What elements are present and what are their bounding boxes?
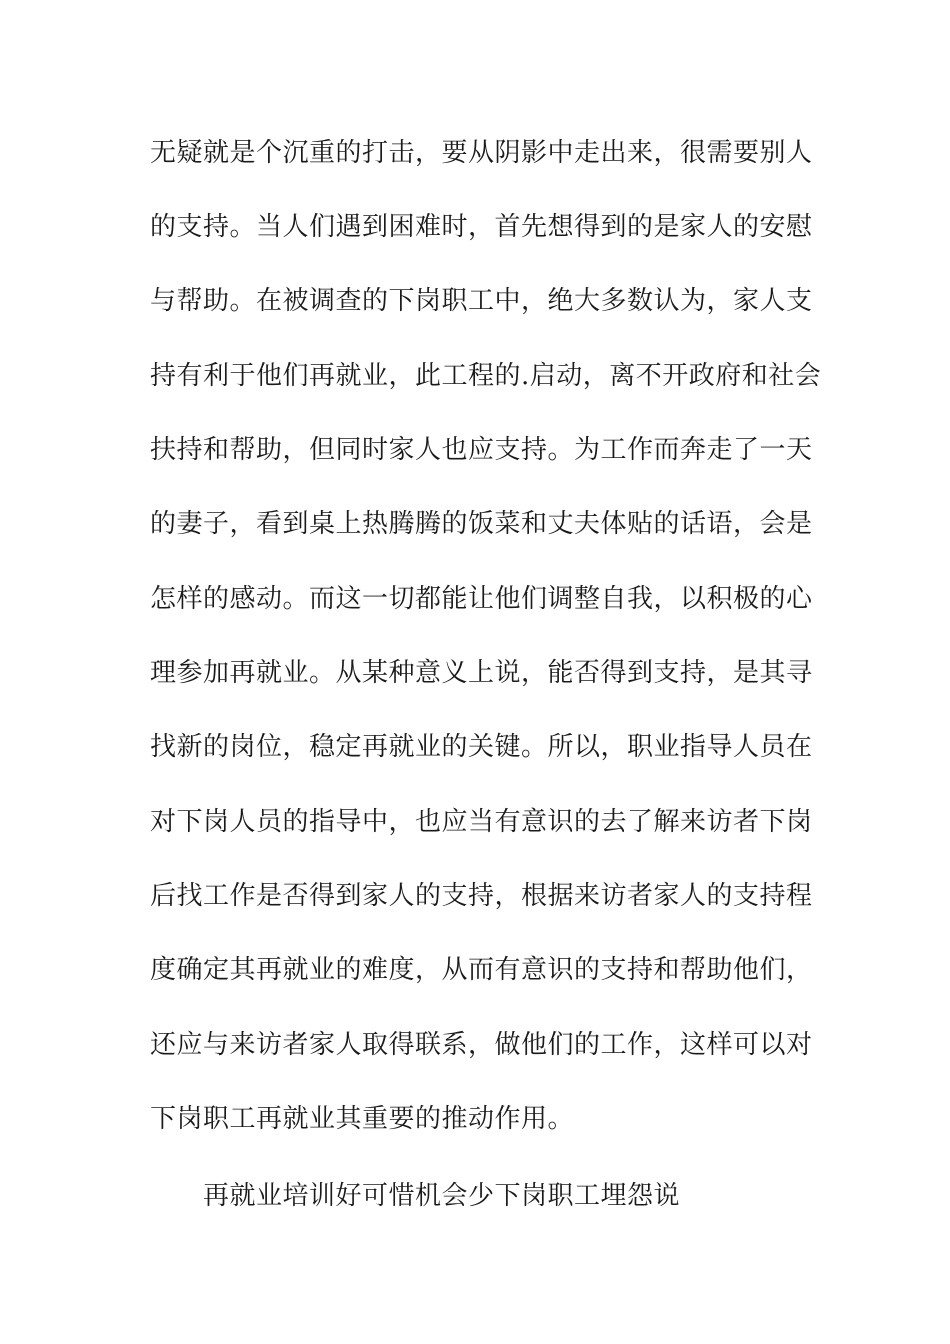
paragraph-line: 后找工作是否得到家人的支持，根据来访者家人的支持程 [150, 881, 813, 911]
paragraph-line: 度确定其再就业的难度，从而有意识的支持和帮助他们， [150, 955, 813, 985]
paragraph-line: 对下岗人员的指导中，也应当有意识的去了解来访者下岗 [150, 807, 813, 837]
paragraph-line: 找新的岗位，稳定再就业的关键。所以，职业指导人员在 [150, 732, 813, 762]
paragraph-line: 扶持和帮助，但同时家人也应支持。为工作而奔走了一天 [150, 435, 813, 465]
paragraph-line: 持有利于他们再就业，此工程的.启动，离不开政府和社会 [150, 361, 822, 391]
paragraph-line: 还应与来访者家人取得联系，做他们的工作，这样可以对 [150, 1030, 813, 1060]
paragraph-line: 理参加再就业。从某种意义上说，能否得到支持，是其寻 [150, 658, 813, 688]
paragraph-line: 与帮助。在被调查的下岗职工中，绝大多数认为，家人支 [150, 286, 813, 316]
section-heading: 再就业培训好可惜机会少下岗职工埋怨说 [203, 1181, 681, 1211]
paragraph-line: 的支持。当人们遇到困难时，首先想得到的是家人的安慰 [150, 212, 813, 242]
paragraph-line: 无疑就是个沉重的打击，要从阴影中走出来，很需要别人 [150, 138, 813, 168]
paragraph-line: 怎样的感动。而这一切都能让他们调整自我，以积极的心 [150, 584, 813, 614]
paragraph-line: 的妻子，看到桌上热腾腾的饭菜和丈夫体贴的话语，会是 [150, 509, 813, 539]
paragraph-line: 下岗职工再就业其重要的推动作用。 [150, 1104, 575, 1134]
